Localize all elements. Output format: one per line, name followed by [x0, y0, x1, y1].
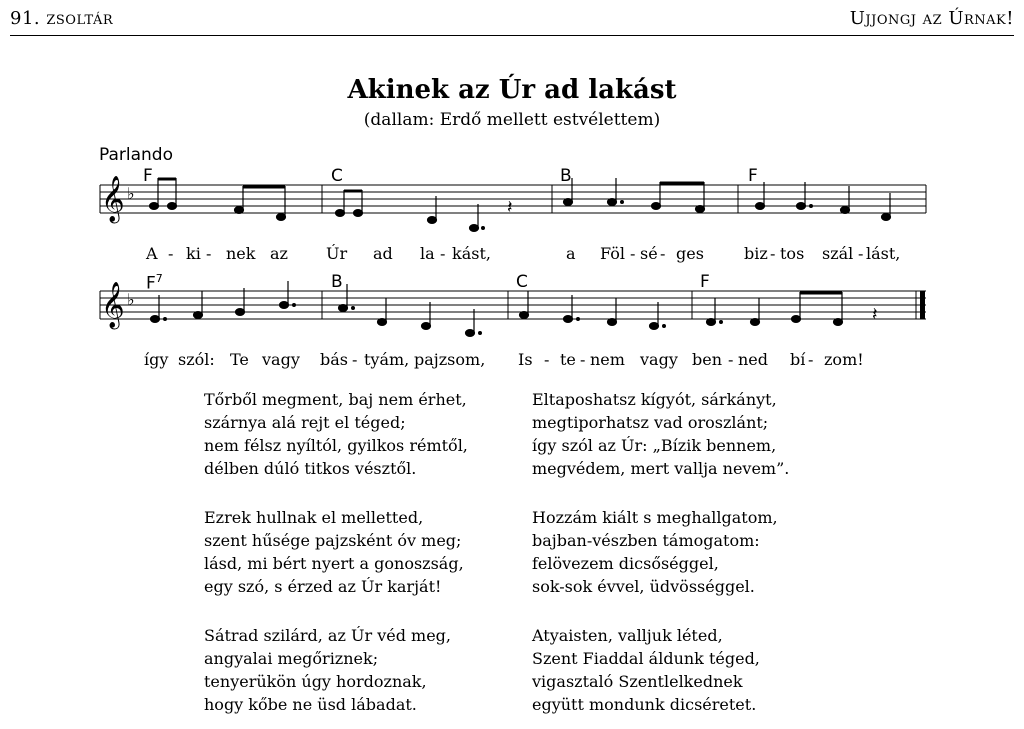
stanza-line: Sátrad szilárd, az Úr véd meg,	[204, 626, 451, 645]
lyric-syllable: ben	[692, 350, 723, 369]
chord-symbol: C	[331, 166, 343, 186]
music-staff-system-1	[0, 170, 1024, 250]
lyric-syllable: az	[270, 244, 288, 263]
treble-clef-icon: 𝄞	[101, 176, 125, 222]
final-barline	[920, 291, 925, 319]
chord-symbol: C	[516, 272, 528, 292]
chord-symbol: F	[143, 166, 153, 186]
stanza-line: felövezem dicsőséggel,	[532, 554, 719, 573]
header-rule	[10, 35, 1014, 36]
chord-seventh: 7	[155, 272, 163, 285]
stanza-line: Szent Fiaddal áldunk téged,	[532, 649, 760, 668]
lyric-syllable: tyám,	[364, 350, 410, 369]
stanza	[532, 624, 760, 716]
lyric-hyphen: -	[660, 244, 666, 263]
lyric-hyphen: -	[728, 350, 734, 369]
stanza-line: Hozzám kiált s meghallgatom,	[532, 508, 778, 527]
lyric-syllable: ad	[373, 244, 393, 263]
notes-system-1	[150, 178, 891, 231]
stanza-line: megtiporhatsz vad oroszlánt;	[532, 413, 769, 432]
chord-symbol: $F^7$	[146, 272, 163, 294]
lyric-syllable: így	[144, 350, 169, 369]
lyric-syllable: ki	[186, 244, 201, 263]
stanza-line: vigasztaló Szentlelkednek	[532, 672, 743, 691]
lyric-hyphen: -	[770, 244, 776, 263]
stanza	[532, 506, 778, 598]
stanza-line: Ezrek hullnak el melletted,	[204, 508, 424, 527]
music-staff-system-2	[0, 276, 1024, 356]
stanza-line: lásd, mi bért nyert a gonoszság,	[204, 554, 464, 573]
lyric-hyphen: -	[168, 244, 174, 263]
stanza	[204, 624, 451, 716]
lyric-syllable: pajzsom,	[414, 350, 486, 369]
lyric-hyphen: -	[630, 244, 636, 263]
chord-symbol: F	[700, 272, 710, 292]
lyric-hyphen: -	[858, 244, 864, 263]
stanza-line: szárnya alá rejt el téged;	[204, 413, 406, 432]
stanza-line: együtt mondunk dicséretet.	[532, 695, 757, 714]
treble-clef-icon: 𝄞	[101, 282, 125, 328]
running-header-section-title: Ujjongj az Úrnak!	[849, 8, 1014, 29]
stanza-line: Atyaisten, valljuk léted,	[532, 626, 723, 645]
stanza-line: bajban-vészben támogatom:	[532, 531, 760, 550]
stanza	[532, 388, 789, 480]
lyric-syllable: a	[566, 244, 576, 263]
stanza-line: sok-sok évvel, üdvösséggel.	[532, 577, 755, 596]
lyric-hyphen: -	[206, 244, 212, 263]
lyric-syllable: zom!	[824, 350, 864, 369]
stanza-line: hogy kőbe ne üsd lábadat.	[204, 695, 417, 714]
rest-icon: 𝄽	[872, 304, 878, 325]
notes-system-2	[151, 281, 843, 336]
lyric-syllable: ges	[676, 244, 704, 263]
lyric-syllable: vagy	[262, 350, 300, 369]
lyric-syllable: nek	[226, 244, 256, 263]
lyric-syllable: Is	[518, 350, 533, 369]
stanza-line: egy szó, s érzed az Úr karját!	[204, 577, 442, 596]
lyric-syllable: biz	[744, 244, 768, 263]
song-subtitle: (dallam: Erdő mellett estvélettem)	[363, 110, 661, 130]
flat-key-signature-icon: ♭	[127, 184, 135, 203]
chord-symbol: B	[331, 272, 343, 292]
lyric-hyphen: -	[440, 244, 446, 263]
lyric-syllable: Föl	[600, 244, 625, 263]
lyric-syllable: vagy	[640, 350, 678, 369]
stanza-line: angyalai megőriznek;	[204, 649, 379, 668]
stanza-line: szent hűsége pajzsként óv meg;	[204, 531, 462, 550]
lyric-syllable: kást,	[452, 244, 491, 263]
stanza-line: Eltaposhatsz kígyót, sárkányt,	[532, 390, 777, 409]
lyric-syllable: nem	[590, 350, 625, 369]
stanza-line: Tőrből megment, baj nem érhet,	[204, 390, 467, 409]
lyric-syllable: Te	[230, 350, 249, 369]
stanza-line: tenyerükön úgy hordoznak,	[204, 672, 427, 691]
lyric-syllable: szál	[822, 244, 854, 263]
stanza-line: délben dúló titkos vésztől.	[204, 459, 417, 478]
stanza-line: nem félsz nyíltól, gyilkos rémtől,	[204, 436, 468, 455]
lyric-hyphen: -	[580, 350, 586, 369]
chord-symbol: F	[748, 166, 758, 186]
lyric-hyphen: -	[808, 350, 814, 369]
running-header-psalm-number: 91. zsoltár	[10, 8, 114, 29]
stanza	[204, 506, 464, 598]
chord-symbol: B	[560, 166, 572, 186]
lyric-syllable: tos	[780, 244, 805, 263]
lyric-syllable: ned	[738, 350, 769, 369]
rest-icon: 𝄽	[507, 197, 513, 218]
song-title: Akinek az Úr ad lakást	[347, 75, 677, 105]
stanza-line: így szól az Úr: „Bízik bennem,	[532, 436, 777, 455]
stanza	[204, 388, 468, 480]
lyric-hyphen: -	[544, 350, 550, 369]
lyric-syllable: bí	[790, 350, 806, 369]
tempo-marking: Parlando	[99, 145, 174, 165]
lyric-syllable: te	[560, 350, 576, 369]
lyric-syllable: lást,	[866, 244, 901, 263]
lyric-hyphen: -	[352, 350, 358, 369]
flat-key-signature-icon: ♭	[127, 290, 135, 309]
lyric-syllable: Úr	[326, 244, 348, 263]
lyric-syllable: szól:	[178, 350, 215, 369]
stanza-line: megvédem, mert vallja nevem”.	[532, 459, 790, 478]
lyric-syllable: bás	[320, 350, 348, 369]
lyric-syllable: sé	[640, 244, 658, 263]
lyric-syllable: la	[420, 244, 435, 263]
lyric-syllable: A	[146, 244, 158, 263]
